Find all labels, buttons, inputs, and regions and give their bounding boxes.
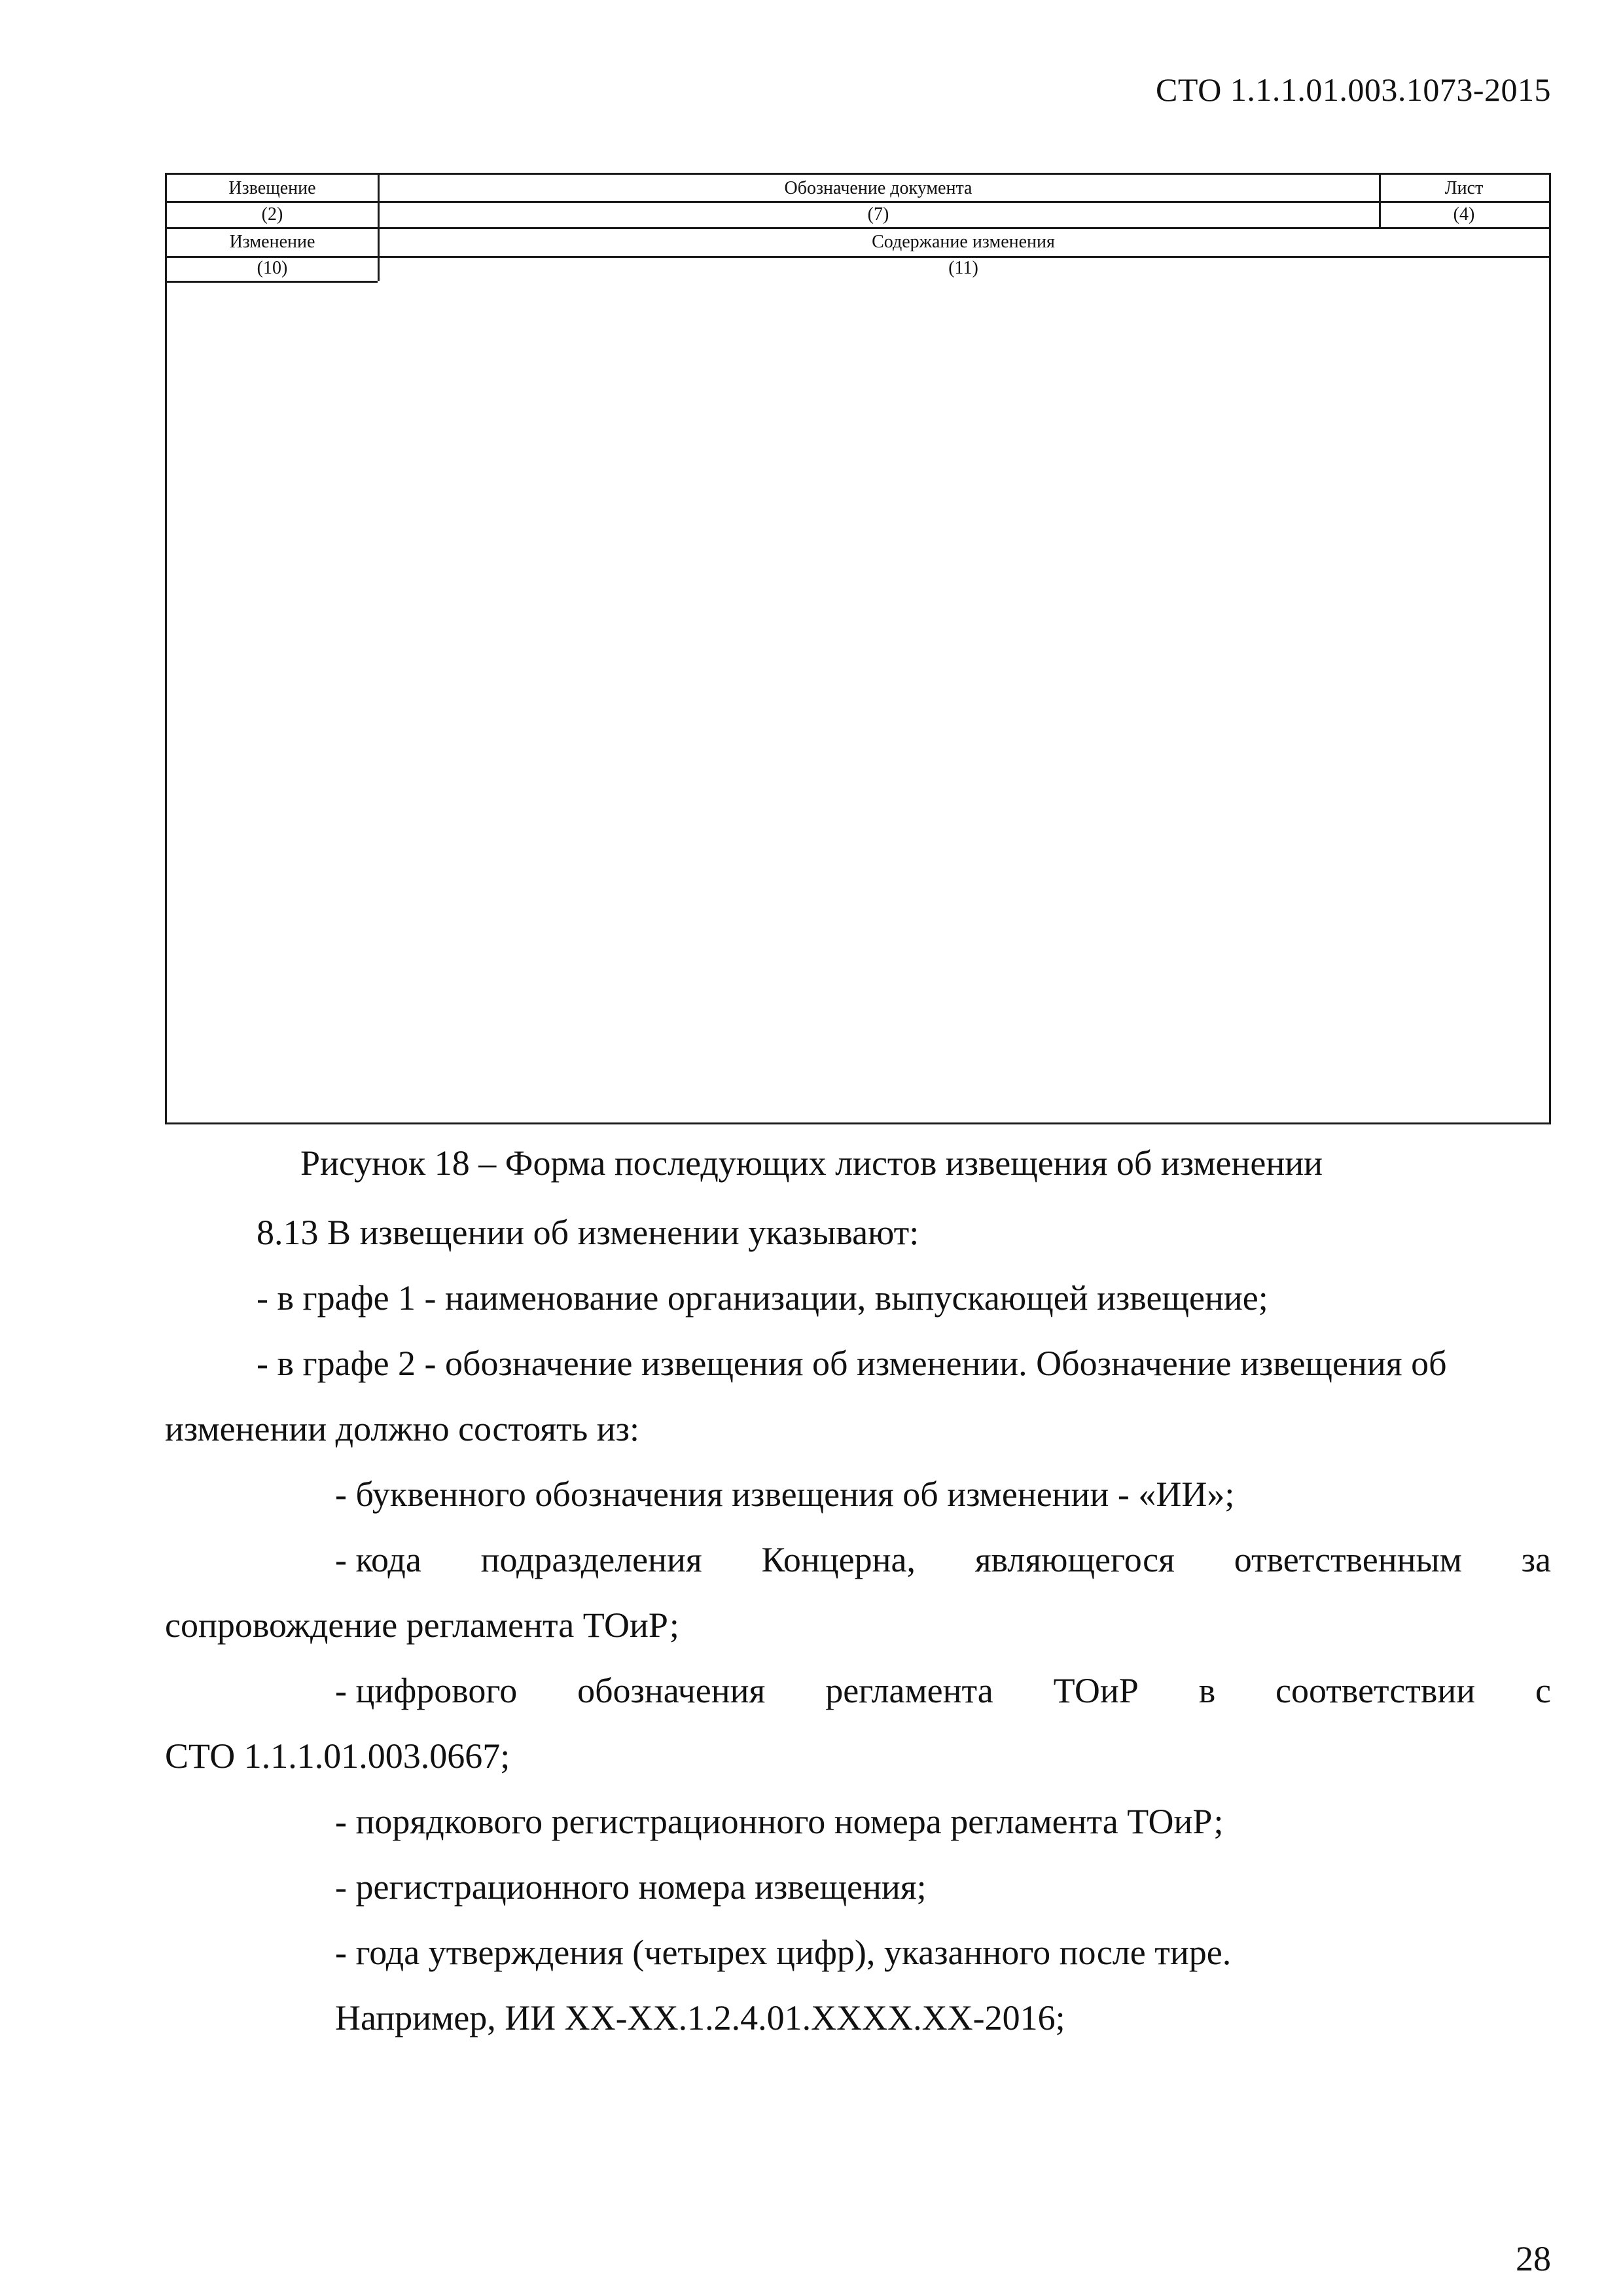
figure-caption: Рисунок 18 – Форма последующих листов извещения об изменении <box>300 1143 1323 1183</box>
paragraph: - в графе 2 - обозначение извещения об изменении. Обозначение извещения об <box>257 1344 1447 1383</box>
change-value: (10) <box>257 258 288 278</box>
list-item-continuation: сопровождение регламента ТОиР; <box>165 1605 679 1645</box>
sheet-value: (4) <box>1453 204 1475 224</box>
list-item: - порядкового регистрационного номера регламента ТОиР; <box>335 1802 1224 1841</box>
list-item-continuation: СТО 1.1.1.01.003.0667; <box>165 1736 510 1776</box>
form-rule <box>167 227 1549 229</box>
list-item-word: регламента <box>825 1671 993 1710</box>
notice-value: (2) <box>261 204 283 224</box>
change-label: Изменение <box>229 232 315 252</box>
doc-designation-label: Обозначение документа <box>784 178 972 198</box>
list-item-word: в <box>1198 1671 1216 1710</box>
change-content-label: Содержание изменения <box>872 232 1055 252</box>
list-item-word: за <box>1521 1540 1551 1579</box>
change-content-value: (11) <box>948 258 978 278</box>
sheet-label: Лист <box>1444 178 1484 198</box>
list-item <box>335 1670 1551 1711</box>
change-notice-form <box>165 173 1551 1124</box>
list-item-word: соответствии <box>1275 1671 1476 1710</box>
list-item-word: с <box>1535 1671 1551 1710</box>
paragraph: - в графе 1 - наименование организации, выпускающей извещение; <box>257 1278 1268 1318</box>
list-item <box>335 1539 1551 1580</box>
list-item-word: ответственным <box>1234 1540 1462 1579</box>
form-rule <box>167 281 378 283</box>
list-item-word: - кода <box>335 1540 421 1579</box>
list-item-word: подразделения <box>480 1540 702 1579</box>
list-item: - буквенного обозначения извещения об изменении - «ИИ»; <box>335 1475 1235 1514</box>
document-code: СТО 1.1.1.01.003.1073-2015 <box>1156 71 1551 108</box>
doc-designation-value: (7) <box>867 204 889 224</box>
list-item-word: обозначения <box>577 1671 766 1710</box>
paragraph: изменении должно состоять из: <box>165 1409 640 1448</box>
list-item-word: Концерна, <box>761 1540 916 1579</box>
list-item: - года утверждения (четырех цифр), указанного после тире. <box>335 1933 1232 1972</box>
list-item: - регистрационного номера извещения; <box>335 1867 927 1907</box>
list-item-word: ТОиР <box>1053 1671 1139 1710</box>
example-text: Например, ИИ ХХ-ХХ.1.2.4.01.ХХХХ.ХХ-2016; <box>335 1998 1065 2037</box>
section-heading: 8.13 В извещении об изменении указывают: <box>257 1213 919 1252</box>
page-number: 28 <box>1516 2239 1551 2278</box>
list-item-word: - цифрового <box>335 1671 518 1710</box>
notice-label: Извещение <box>228 178 316 198</box>
list-item-word: являющегося <box>974 1540 1175 1579</box>
